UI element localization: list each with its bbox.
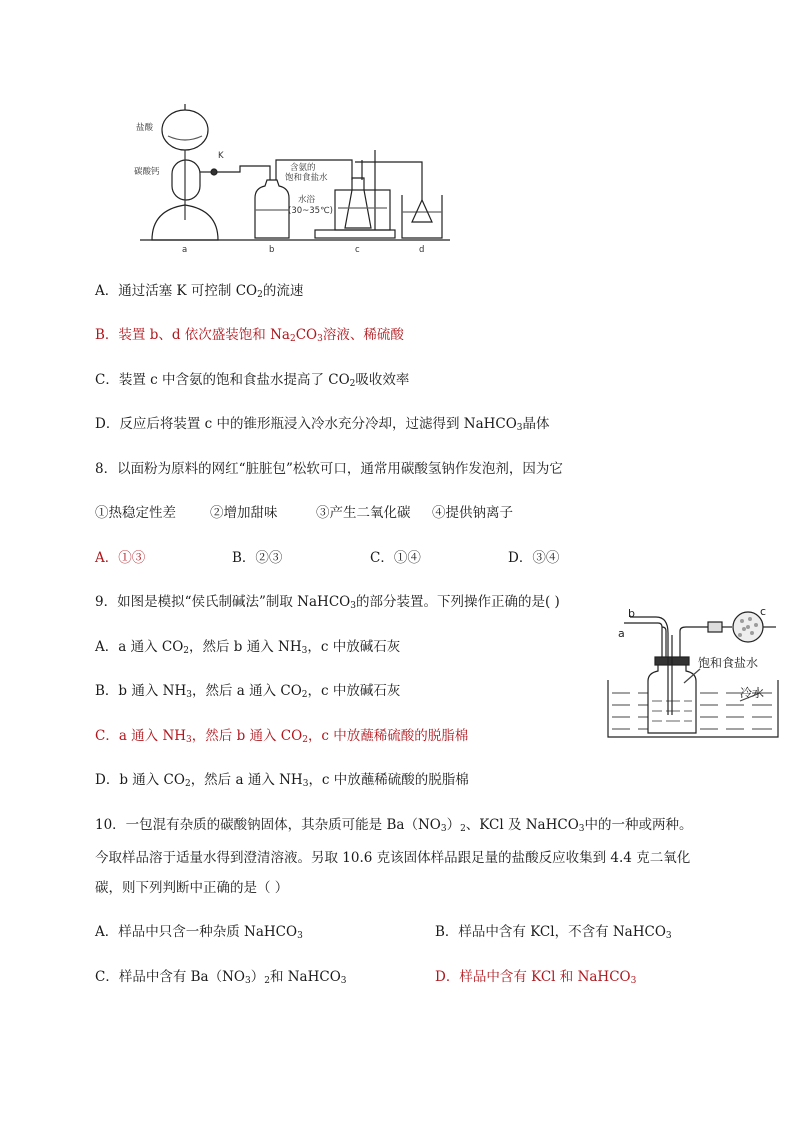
- water-bath: [335, 190, 390, 230]
- q8-choice-2: ②增加甜味: [210, 505, 278, 521]
- q8-option-b: B．②③: [232, 550, 283, 566]
- label-bath-2: (30~35℃): [288, 206, 333, 216]
- fig-label-b: b: [628, 607, 635, 620]
- fig-label-a: a: [618, 627, 625, 640]
- fig-label-c: c: [760, 605, 767, 618]
- q10-stem-line-1: 10．一包混有杂质的碳酸钠固体，其杂质可能是 $Ba(NO_3)_2$、KCl 及 NaHCO$_3$中的一种或两种。: [95, 817, 693, 834]
- label-k: K: [218, 151, 224, 161]
- funnel-d: [412, 200, 432, 222]
- q9-option-d: D．b 通入 $CO_2$，然后 a 通入 $NH_3$，c 中放蘸稀硫酸的脱脂棉: [95, 772, 469, 789]
- label-brine-2: 饱和食盐水: [285, 173, 328, 183]
- label-c: c: [355, 245, 360, 255]
- q8-option-c: C．①④: [370, 550, 421, 566]
- fig-label-brine: 饱和食盐水: [698, 656, 759, 670]
- q9-option-a: A．a 通入 $CO_2$，然后 b 通入 $NH_3$，c 中放碱石灰: [95, 639, 401, 656]
- q8-choice-3: ③产生二氧化碳: [316, 505, 411, 521]
- q8-option-d: D．③④: [508, 550, 560, 566]
- q7-option-d: D．反应后将装置 c 中的锥形瓶浸入冷水充分冷却，过滤得到 NaHCO$_3$晶体: [95, 416, 550, 433]
- q10-stem-line-2: 今取样品溶于适量水得到澄清溶液。另取 10.6 克该固体样品跟足量的盐酸反应收集到 4.4 克二氧化: [95, 850, 691, 866]
- q8-option-a: A．①③: [95, 550, 146, 566]
- label-caco3: 碳酸钙: [134, 167, 160, 177]
- q10-option-c: C．样品中含有 $Ba(NO_3)_2$和 NaHCO$_3$: [95, 969, 347, 986]
- q8-choice-4: ④提供钠离子: [432, 505, 513, 521]
- stand-base-c: [315, 230, 395, 238]
- q7-option-c: C．装置 c 中含氨的饱和食盐水提高了 $CO_2$吸收效率: [95, 372, 410, 389]
- label-d: d: [419, 245, 425, 255]
- label-brine-1: 含氨的: [290, 163, 316, 173]
- q10-option-b: B．样品中含有 KCl，不含有 NaHCO$_3$: [435, 924, 672, 941]
- flask-c: [345, 178, 371, 228]
- fig-label-cold-water: 冷水: [740, 686, 765, 700]
- q10-stem-line-3: 碳，则下列判断中正确的是（ ）: [95, 880, 289, 896]
- q9-option-b: B．b 通入 $NH_3$，然后 a 通入 $CO_2$，c 中放碱石灰: [95, 683, 401, 700]
- label-hcl: 盐酸: [136, 123, 154, 133]
- q9-option-c: C．a 通入 $NH_3$，然后 b 通入 $CO_2$，c 中放蘸稀硫酸的脱脂棉: [95, 728, 469, 745]
- bottle-b: [255, 180, 289, 238]
- kipp-top-bulb: [162, 110, 208, 150]
- q7-option-a: A．通过活塞 K 可控制 $CO_2$的流速: [95, 283, 304, 300]
- q9-stem: 9．如图是模拟“侯氏制碱法”制取 NaHCO$_3$的部分装置。下列操作正确的是( ): [95, 594, 560, 611]
- q7-option-b: B．装置 b、d 依次盛装饱和 $Na_2CO_3$溶液、稀硫酸: [95, 327, 404, 344]
- label-b: b: [269, 245, 275, 255]
- q10-option-a: A．样品中只含一种杂质 NaHCO$_3$: [95, 924, 303, 941]
- q10-option-d: D．样品中含有 KCl 和 NaHCO$_3$: [435, 969, 637, 986]
- kipp-middle-bulb: [172, 160, 200, 200]
- q8-choice-1: ①热稳定性差: [95, 505, 176, 521]
- q8-stem: 8．以面粉为原料的网红“脏脏包”松软可口，通常用碳酸氢钠作发泡剂，因为它: [95, 461, 563, 477]
- label-bath-1: 水浴: [298, 195, 316, 205]
- nahco3-apparatus-figure: [600, 605, 785, 743]
- label-a: a: [182, 245, 188, 255]
- apparatus-figure: [130, 100, 460, 255]
